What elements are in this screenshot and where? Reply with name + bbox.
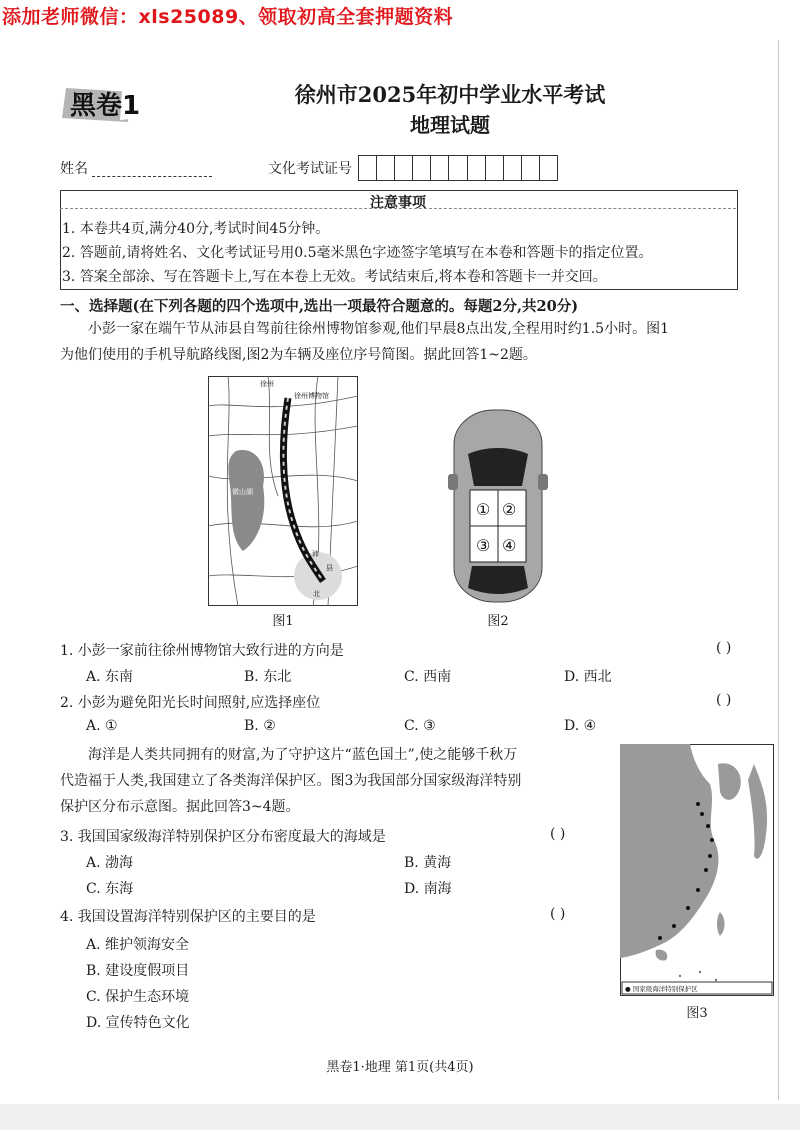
figure-1-route-map (208, 376, 358, 606)
q3-option-a[interactable]: A. 渤海 (86, 855, 134, 871)
notice-item: 3. 答案全部涂、写在答题卡上,写在本卷上无效。考试结束后,将本卷和答题卡一并交回。 (62, 269, 607, 285)
notice-item: 1. 本卷共4页,满分40分,考试时间45分钟。 (62, 221, 330, 237)
map-label-museum: 徐州博物馆 (294, 392, 329, 400)
figure-1-caption: 图1 (272, 614, 294, 629)
passage-line: 保护区分布示意图。据此回答3~4题。 (60, 799, 300, 815)
passage-line: 小彭一家在端午节从沛县自驾前往徐州博物馆参观,他们早晨8点出发,全程用时约1.5小时。图1 (88, 321, 669, 337)
exam-title: 徐州市2025年初中学业水平考试 (294, 82, 606, 107)
car-graphic (446, 408, 550, 604)
passage-line: 代造福于人类,我国建立了各类海洋保护区。图3为我国部分国家级海洋特别 (60, 773, 522, 789)
passage-line: 为他们使用的手机导航路线图,图2为车辆及座位序号简图。据此回答1~2题。 (60, 347, 537, 363)
seat-4: ④ (502, 536, 517, 555)
question-2-answer-blank[interactable]: ( ) (716, 692, 732, 708)
question-2-stem: 2. 小彭为避免阳光长时间照射,应选择座位 (60, 695, 321, 711)
q3-option-b[interactable]: B. 黄海 (404, 855, 452, 871)
page-edge-right (778, 40, 779, 1100)
figure-3-caption: 图3 (686, 1006, 708, 1021)
seat-3: ③ (476, 536, 491, 555)
q2-option-c[interactable]: C. ③ (404, 718, 436, 734)
id-number-boxes[interactable] (358, 155, 558, 181)
question-1-answer-blank[interactable]: ( ) (716, 640, 732, 656)
figure-2-caption: 图2 (487, 614, 509, 629)
q2-option-d[interactable]: D. ④ (564, 718, 597, 734)
q4-option-d[interactable]: D. 宣传特色文化 (86, 1015, 190, 1031)
question-4-stem: 4. 我国设置海洋特别保护区的主要目的是 (60, 909, 316, 925)
seat-1: ① (476, 500, 491, 519)
id-label: 文化考试证号 (268, 161, 352, 177)
q1-option-a[interactable]: A. 东南 (86, 669, 134, 685)
passage-line: 海洋是人类共同拥有的财富,为了守护这片“蓝色国土”,使之能够千秋万 (88, 747, 518, 763)
seat-2: ② (502, 500, 517, 519)
notice-item: 2. 答题前,请将姓名、文化考试证号用0.5毫米黑色字迹签字笔填写在本卷和答题卡的指定位置。 (62, 245, 653, 261)
q1-option-b[interactable]: B. 东北 (244, 669, 292, 685)
q1-option-d[interactable]: D. 西北 (564, 669, 612, 685)
q3-option-c[interactable]: C. 东海 (86, 881, 134, 897)
question-3-stem: 3. 我国国家级海洋特别保护区分布密度最大的海域是 (60, 829, 386, 845)
q4-option-b[interactable]: B. 建设度假项目 (86, 963, 190, 979)
question-1-stem: 1. 小彭一家前往徐州博物馆大致行进的方向是 (60, 643, 344, 659)
map-label-pei: 沛 (312, 550, 319, 558)
q4-option-a[interactable]: A. 维护领海安全 (86, 937, 190, 953)
exam-subject: 地理试题 (410, 113, 490, 137)
figure-3-coastal-map (620, 744, 774, 996)
q2-option-b[interactable]: B. ② (244, 718, 276, 734)
q4-option-c[interactable]: C. 保护生态环境 (86, 989, 190, 1005)
notice-divider (60, 208, 736, 209)
map-label-county: 县 (326, 564, 333, 572)
route-map-graphic (208, 376, 358, 606)
q2-option-a[interactable]: A. ① (86, 718, 118, 734)
name-field[interactable] (92, 162, 212, 177)
name-label: 姓名 (60, 161, 88, 177)
q3-option-d[interactable]: D. 南海 (404, 881, 452, 897)
page-footer: 黑卷1·地理 第1页(共4页) (326, 1060, 474, 1075)
badge-text: 黑卷1 (70, 91, 141, 121)
contact-banner: 添加老师微信：xls25089、领取初高全套押题资料 (2, 6, 454, 28)
coastal-map-graphic (620, 744, 774, 996)
north-arrow-label: 北 (313, 590, 320, 598)
question-3-answer-blank[interactable]: ( ) (550, 826, 566, 842)
page-edge-bottom (0, 1104, 800, 1130)
map-label-xuzhou: 徐州 (260, 380, 274, 388)
section-heading: 一、选择题(在下列各题的四个选项中,选出一项最符合题意的。每题2分,共20分) (60, 298, 579, 315)
map-label-weishan-lake: 微山湖 (232, 488, 253, 496)
figure-2-car-diagram (446, 408, 550, 604)
question-4-answer-blank[interactable]: ( ) (550, 906, 566, 922)
q1-option-c[interactable]: C. 西南 (404, 669, 452, 685)
notice-title: 注意事项 (370, 195, 426, 211)
map-legend: ● 国家级海洋特别保护区 (625, 985, 698, 993)
